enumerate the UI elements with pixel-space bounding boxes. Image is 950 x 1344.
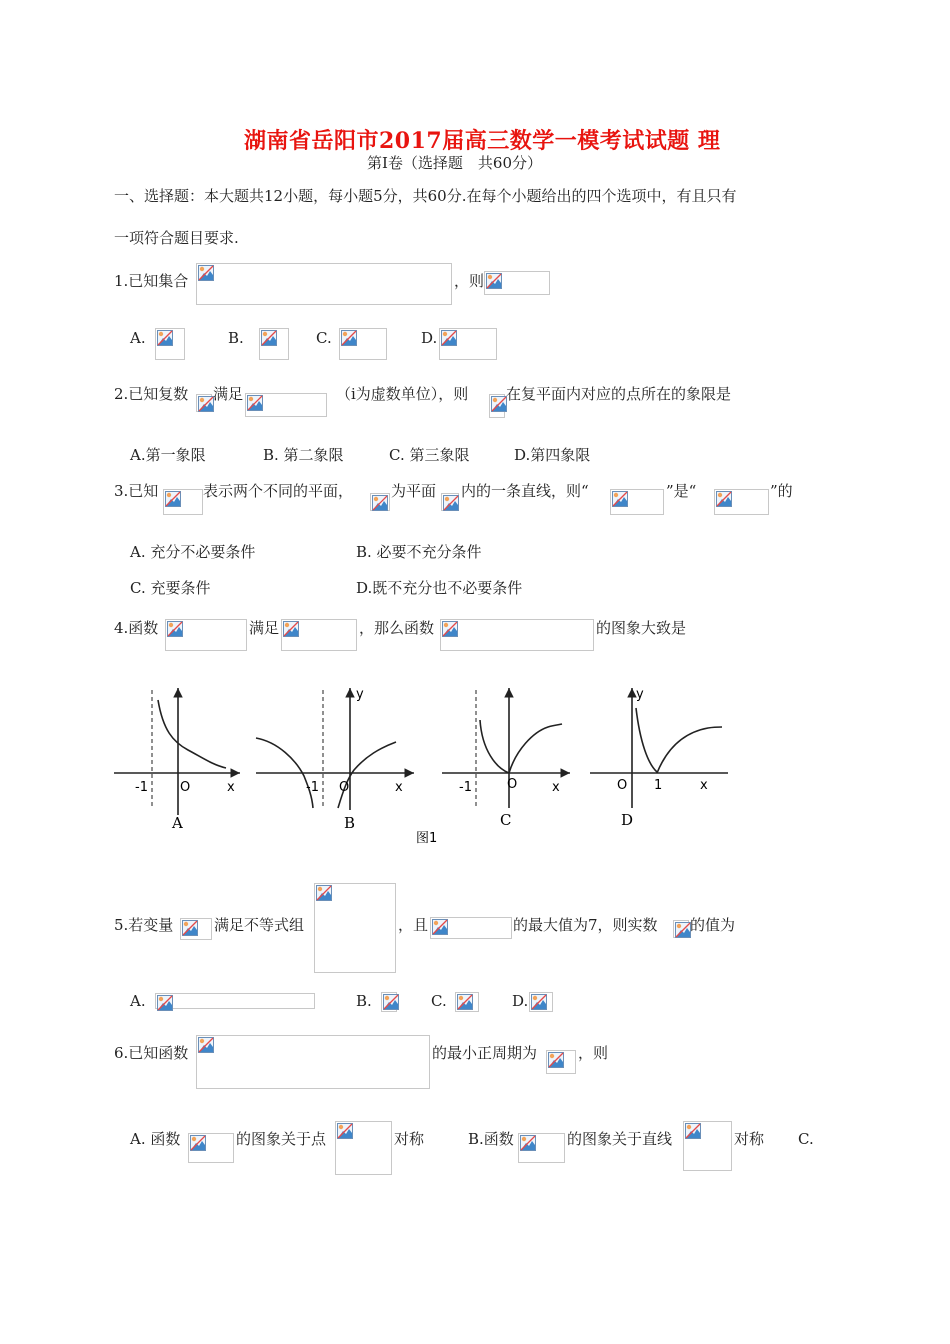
broken-image-icon bbox=[675, 922, 691, 938]
graph-a bbox=[114, 688, 240, 815]
formula-image bbox=[163, 489, 203, 515]
formula-image bbox=[673, 920, 689, 938]
graph-b bbox=[256, 688, 414, 810]
q5-option-b: B. bbox=[356, 992, 372, 1010]
q6-text-1: 6.已知函数 bbox=[114, 1044, 189, 1062]
formula-image bbox=[529, 992, 553, 1012]
formula-image bbox=[259, 328, 289, 360]
q2-text-3: （i为虚数单位），则 bbox=[336, 385, 469, 403]
q5-option-c: C. bbox=[431, 992, 447, 1010]
broken-image-icon bbox=[443, 495, 459, 511]
broken-image-icon bbox=[441, 330, 457, 346]
formula-image bbox=[610, 489, 664, 515]
formula-image bbox=[314, 883, 396, 973]
formula-image bbox=[245, 393, 327, 417]
broken-image-icon bbox=[612, 491, 628, 507]
q2-text-1: 2.已知复数 bbox=[114, 385, 189, 403]
q5-text-3: ，且 bbox=[398, 916, 429, 934]
section-intro: 一、选择题：本大题共12小题，每小题5分，共60分.在每个小题给出的四个选项中，有且只有 bbox=[114, 187, 737, 205]
q1-option-a: A. bbox=[130, 329, 146, 347]
q6-option-a-3: 对称 bbox=[394, 1130, 425, 1148]
graph-d-label-one: 1 bbox=[654, 778, 663, 793]
graph-a-label-x: x bbox=[227, 780, 235, 795]
q2-text-2: 满足 bbox=[213, 385, 244, 403]
formula-image bbox=[439, 328, 497, 360]
function-graphs-figure bbox=[108, 680, 728, 850]
formula-image bbox=[441, 493, 459, 511]
graph-a-label-neg1: -1 bbox=[135, 780, 148, 795]
broken-image-icon bbox=[167, 621, 183, 637]
broken-image-icon bbox=[486, 273, 502, 289]
formula-image bbox=[489, 394, 505, 418]
q3-text-5: ”是“ bbox=[666, 482, 697, 500]
formula-image bbox=[484, 271, 550, 295]
q5-text-1: 5.若变量 bbox=[114, 916, 174, 934]
formula-image bbox=[155, 328, 185, 360]
formula-image bbox=[370, 493, 390, 511]
graph-c-label-x: x bbox=[552, 780, 560, 795]
broken-image-icon bbox=[383, 994, 399, 1010]
formula-image bbox=[455, 992, 479, 1012]
graph-b-label-o: O bbox=[339, 780, 350, 795]
q1-option-b: B. bbox=[228, 329, 244, 347]
q5-option-d: D. bbox=[512, 992, 529, 1010]
q3-option-d: D.既不充分也不必要条件 bbox=[356, 579, 523, 597]
figure-caption: 图1 bbox=[416, 831, 438, 846]
graph-d-label-o: O bbox=[617, 778, 628, 793]
q2-option-a: A.第一象限 bbox=[130, 446, 206, 464]
graph-c-label-o: O bbox=[507, 777, 518, 792]
formula-image bbox=[430, 917, 512, 939]
broken-image-icon bbox=[247, 395, 263, 411]
q3-text-3: 为平面 bbox=[391, 482, 437, 500]
q5-option-a: A. bbox=[130, 992, 146, 1010]
broken-image-icon bbox=[491, 396, 507, 412]
q2-text-4: 在复平面内对应的点所在的象限是 bbox=[506, 385, 732, 403]
broken-image-icon bbox=[157, 995, 173, 1011]
formula-image bbox=[188, 1133, 234, 1163]
q5-text-5: 的值为 bbox=[690, 916, 736, 934]
q3-text-4: 内的一条直线，则“ bbox=[461, 482, 589, 500]
formula-image bbox=[546, 1050, 576, 1074]
broken-image-icon bbox=[341, 330, 357, 346]
q3-text-6: ”的 bbox=[770, 482, 793, 500]
broken-image-icon bbox=[283, 621, 299, 637]
section-intro-cont: 一项符合题目要求. bbox=[114, 229, 239, 247]
q3-text-1: 3.已知 bbox=[114, 482, 159, 500]
q1-option-c: C. bbox=[316, 329, 332, 347]
graph-b-caption: B bbox=[344, 814, 356, 832]
page-subtitle: 第Ⅰ卷（选择题 共60分） bbox=[367, 154, 543, 172]
broken-image-icon bbox=[316, 885, 332, 901]
graph-b-label-x: x bbox=[395, 780, 403, 795]
q6-text-3: ，则 bbox=[578, 1044, 609, 1062]
q1-option-d: D. bbox=[421, 329, 438, 347]
q5-text-2: 满足不等式组 bbox=[214, 916, 305, 934]
formula-image bbox=[196, 1035, 430, 1089]
q3-option-a: A. 充分不必要条件 bbox=[130, 543, 256, 561]
graph-c-caption: C bbox=[500, 811, 512, 829]
broken-image-icon bbox=[372, 495, 388, 511]
q6-text-2: 的最小正周期为 bbox=[432, 1044, 538, 1062]
q6-option-b-3: 对称 bbox=[734, 1130, 765, 1148]
broken-image-icon bbox=[157, 330, 173, 346]
broken-image-icon bbox=[337, 1123, 353, 1139]
graph-a-caption: A bbox=[172, 814, 183, 832]
formula-image bbox=[155, 993, 315, 1009]
broken-image-icon bbox=[198, 396, 214, 412]
broken-image-icon bbox=[432, 919, 448, 935]
broken-image-icon bbox=[520, 1135, 536, 1151]
graph-a-label-o: O bbox=[180, 780, 191, 795]
graph-d-caption: D bbox=[621, 811, 634, 829]
q4-text-3: ，那么函数 bbox=[359, 619, 435, 637]
graph-b-label-y: y bbox=[356, 687, 364, 702]
q2-option-b: B. 第二象限 bbox=[263, 446, 344, 464]
formula-image bbox=[518, 1133, 565, 1163]
broken-image-icon bbox=[198, 265, 214, 281]
q2-option-c: C. 第三象限 bbox=[389, 446, 470, 464]
broken-image-icon bbox=[716, 491, 732, 507]
broken-image-icon bbox=[685, 1123, 701, 1139]
q4-text-4: 的图象大致是 bbox=[596, 619, 687, 637]
q4-text-1: 4.函数 bbox=[114, 619, 159, 637]
broken-image-icon bbox=[182, 920, 198, 936]
q3-option-c: C. 充要条件 bbox=[130, 579, 211, 597]
formula-image bbox=[714, 489, 769, 515]
formula-image bbox=[196, 394, 212, 412]
broken-image-icon bbox=[198, 1037, 214, 1053]
q4-text-2: 满足 bbox=[249, 619, 280, 637]
graph-d-label-y: y bbox=[636, 687, 644, 702]
graph-c-label-neg1: -1 bbox=[459, 780, 472, 795]
q3-text-2: 表示两个不同的平面， bbox=[203, 482, 354, 500]
broken-image-icon bbox=[548, 1052, 564, 1068]
broken-image-icon bbox=[190, 1135, 206, 1151]
q5-text-4: 的最大值为7，则实数 bbox=[513, 916, 658, 934]
formula-image bbox=[180, 918, 212, 940]
page-title: 湖南省岳阳市2017届高三数学一模考试试题 理 bbox=[244, 128, 721, 154]
formula-image bbox=[196, 263, 452, 305]
q6-option-a-2: 的图象关于点 bbox=[236, 1130, 327, 1148]
q1-prefix: 1.已知集合 bbox=[114, 272, 189, 290]
formula-image bbox=[440, 619, 594, 651]
q6-option-b-2: 的图象关于直线 bbox=[567, 1130, 673, 1148]
formula-image bbox=[339, 328, 387, 360]
broken-image-icon bbox=[261, 330, 277, 346]
graph-b-label-neg1: -1 bbox=[306, 780, 319, 795]
formula-image bbox=[165, 619, 247, 651]
formula-image bbox=[335, 1121, 392, 1175]
broken-image-icon bbox=[442, 621, 458, 637]
formula-image bbox=[683, 1121, 732, 1171]
q6-option-c: C. bbox=[798, 1130, 814, 1148]
q2-option-d: D.第四象限 bbox=[514, 446, 591, 464]
formula-image bbox=[381, 992, 397, 1012]
q3-option-b: B. 必要不充分条件 bbox=[356, 543, 482, 561]
broken-image-icon bbox=[531, 994, 547, 1010]
broken-image-icon bbox=[165, 491, 181, 507]
graph-d-label-x: x bbox=[700, 778, 708, 793]
q6-option-a-1: A. 函数 bbox=[130, 1130, 181, 1148]
formula-image bbox=[281, 619, 357, 651]
q6-option-b-1: B.函数 bbox=[468, 1130, 514, 1148]
broken-image-icon bbox=[457, 994, 473, 1010]
q1-mid: ，则 bbox=[454, 272, 485, 290]
